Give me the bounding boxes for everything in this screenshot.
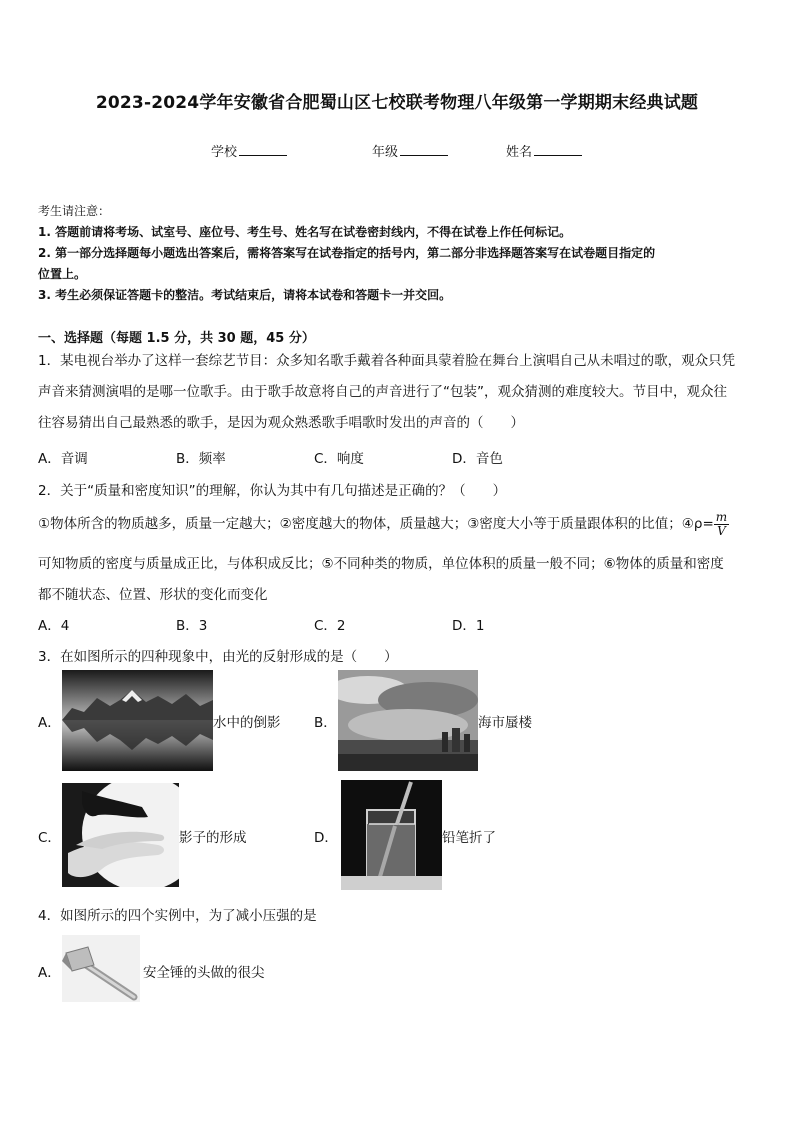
q3-option-b-caption: 海市蜃楼 bbox=[478, 715, 532, 731]
fraction-numerator: m bbox=[715, 509, 728, 524]
q3-option-a-label[interactable]: A． bbox=[38, 715, 61, 731]
q4-option-a-caption: 安全锤的头做的很尖 bbox=[143, 965, 265, 981]
q3-option-b-label[interactable]: B． bbox=[314, 715, 337, 731]
school-blank[interactable] bbox=[239, 143, 287, 156]
grade-blank[interactable] bbox=[400, 143, 448, 156]
q2-option-c[interactable]: C．2 bbox=[314, 618, 346, 634]
bent-pencil-image[interactable] bbox=[341, 780, 442, 890]
lake-reflection-image[interactable] bbox=[62, 670, 213, 771]
question-3-line: 3．在如图所示的四种现象中，由光的反射形成的是（ ） bbox=[38, 649, 398, 665]
grade-label: 年级 bbox=[372, 145, 399, 160]
question-1-line-2: 声音来猜测演唱的是哪一位歌手。由于歌手故意将自己的声音进行了“包装”，观众猜测的难度较大。节目中，观众往 bbox=[38, 384, 727, 400]
question-2-line-1: 2．关于“质量和密度知识”的理解，你认为其中有几句描述是正确的？（ ） bbox=[38, 483, 507, 499]
q1-option-b[interactable]: B．频率 bbox=[176, 451, 226, 467]
name-label: 姓名 bbox=[506, 145, 533, 160]
school-label: 学校 bbox=[211, 145, 238, 160]
question-4-line: 4．如图所示的四个实例中，为了减小压强的是 bbox=[38, 908, 317, 924]
q1-option-a[interactable]: A．音调 bbox=[38, 451, 88, 467]
notice-item-1: 1. 答题前请将考场、试室号、座位号、考生号、姓名写在试卷密封线内，不得在试卷上作任何标记。 bbox=[38, 225, 572, 239]
q2-option-b[interactable]: B．3 bbox=[176, 618, 208, 634]
fraction-denominator: V bbox=[717, 523, 726, 538]
q3-option-d-caption: 铅笔折了 bbox=[442, 830, 496, 846]
name-field[interactable] bbox=[506, 141, 582, 160]
q3-option-c-label[interactable]: C． bbox=[38, 830, 61, 846]
exam-title: 2023-2024学年安徽省合肥蜀山区七校联考物理八年级第一学期期末经典试题 bbox=[95, 93, 699, 113]
hand-shadow-image[interactable] bbox=[62, 783, 179, 887]
question-1 bbox=[38, 346, 760, 439]
q2-option-d[interactable]: D．1 bbox=[452, 618, 485, 634]
density-fraction bbox=[714, 511, 729, 538]
notice-block bbox=[38, 201, 760, 306]
question-1-line-3: 往容易猜出自己最熟悉的歌手，是因为观众熟悉歌手唱歌时发出的声音的（ ） bbox=[38, 415, 524, 431]
notice-heading: 考生请注意： bbox=[38, 204, 111, 218]
q2-option-a[interactable]: A．4 bbox=[38, 618, 70, 634]
grade-field[interactable] bbox=[372, 141, 448, 160]
q3-option-a-caption: 水中的倒影 bbox=[213, 715, 281, 731]
safety-hammer-image[interactable] bbox=[62, 935, 140, 1002]
notice-item-2: 2. 第一部分选择题每小题选出答案后，需将答案写在试卷指定的括号内，第二部分非选择题答案写在试卷题目指定的 bbox=[38, 246, 656, 260]
question-2-line-2 bbox=[38, 507, 760, 541]
school-field[interactable] bbox=[211, 141, 287, 160]
question-1-line-1: 1．某电视台举办了这样一套综艺节目：众多知名歌手戴着各种面具蒙着脸在舞台上演唱自己从未唱过的歌，观众只凭 bbox=[38, 353, 736, 369]
question-2-line-3: 可知物质的密度与质量成正比，与体积成反比；⑤不同种类的物质，单位体积的质量一般不同；⑥物体的质量和密度 bbox=[38, 556, 724, 572]
question-2-line-4: 都不随状态、位置、形状的变化而变化 bbox=[38, 587, 268, 603]
notice-item-3: 3. 考生必须保证答题卡的整洁。考试结束后，请将本试卷和答题卡一并交回。 bbox=[38, 288, 452, 302]
q3-option-d-label[interactable]: D． bbox=[314, 830, 338, 846]
notice-item-2-cont: 位置上。 bbox=[38, 267, 87, 281]
question-2-statements: ①物体所含的物质越多，质量一定越大；②密度越大的物体，质量越大；③密度大小等于质量跟体积的比值；④ρ= bbox=[38, 516, 714, 532]
q4-option-a-label[interactable]: A． bbox=[38, 965, 61, 981]
section-heading: 一、选择题（每题 1.5 分，共 30 题，45 分） bbox=[38, 331, 315, 346]
q3-option-c-caption: 影子的形成 bbox=[179, 830, 247, 846]
q1-option-d[interactable]: D．音色 bbox=[452, 451, 503, 467]
name-blank[interactable] bbox=[534, 143, 582, 156]
q1-option-c[interactable]: C．响度 bbox=[314, 451, 364, 467]
mirage-image[interactable] bbox=[338, 670, 478, 771]
